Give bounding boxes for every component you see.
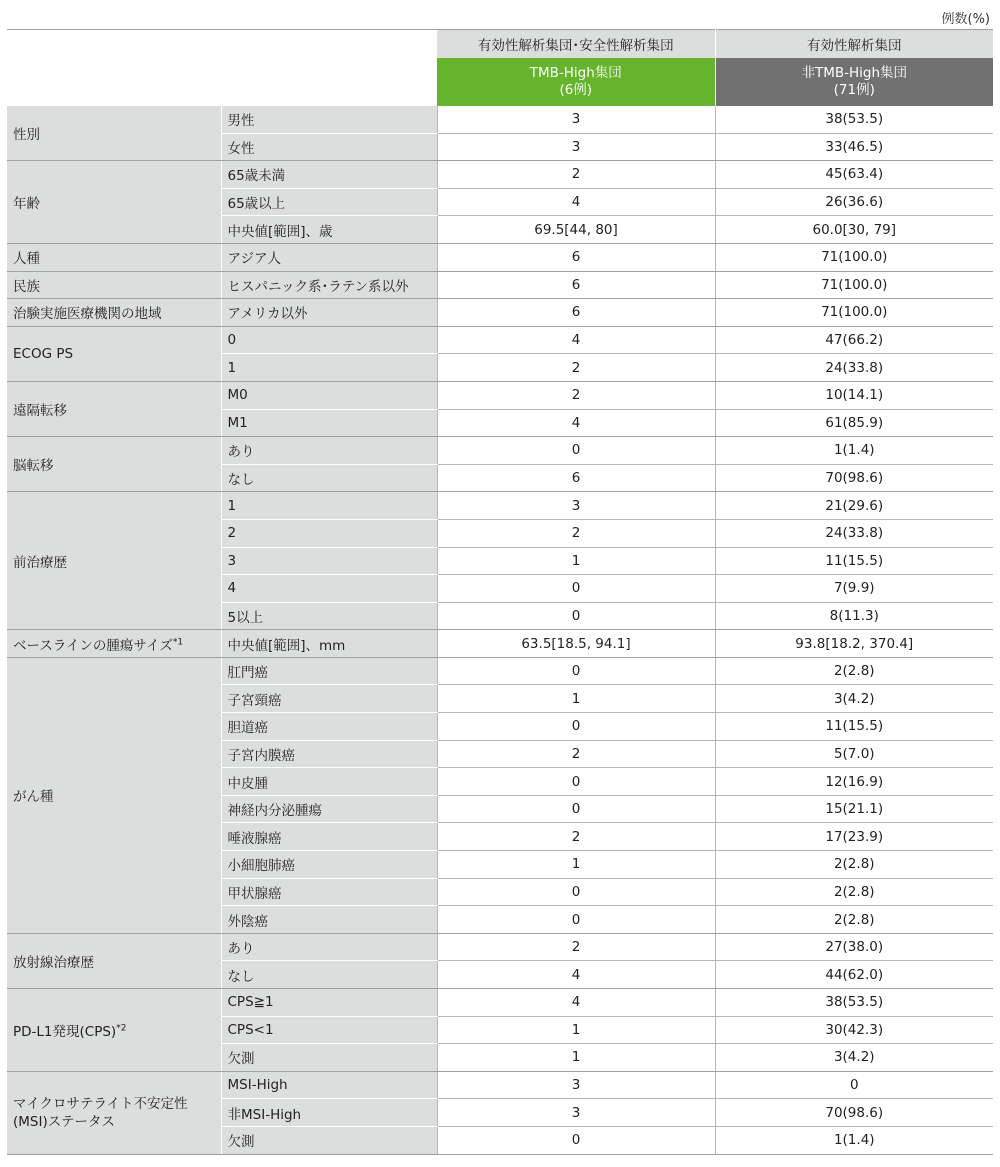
row-label: 欠測 bbox=[221, 1044, 437, 1072]
tmb-high-value: 1 bbox=[437, 547, 715, 575]
tmb-high-value: 4 bbox=[437, 961, 715, 989]
tmb-high-value: 63.5[18.5, 94.1] bbox=[437, 630, 715, 658]
tmb-high-value: 1 bbox=[437, 1016, 715, 1044]
non-tmb-high-value: 12(16.9) bbox=[715, 768, 993, 796]
non-tmb-high-value: 2(2.8) bbox=[715, 906, 993, 934]
category-cancer-type: がん種 bbox=[7, 657, 221, 933]
row-label: 胆道癌 bbox=[221, 713, 437, 741]
non-tmb-high-value: 61(85.9) bbox=[715, 409, 993, 437]
tmb-high-value: 4 bbox=[437, 326, 715, 354]
row-label: 唾液腺癌 bbox=[221, 823, 437, 851]
tmb-high-value: 2 bbox=[437, 381, 715, 409]
row-label: CPS≧1 bbox=[221, 989, 437, 1017]
tmb-high-value: 2 bbox=[437, 161, 715, 189]
non-tmb-high-value: 2(2.8) bbox=[715, 657, 993, 685]
row-label: あり bbox=[221, 933, 437, 961]
row-label: なし bbox=[221, 961, 437, 989]
row-label: 非MSI-High bbox=[221, 1099, 437, 1127]
non-tmb-high-value: 1(1.4) bbox=[715, 437, 993, 465]
row-label: MSI-High bbox=[221, 1071, 437, 1099]
tmb-high-value: 3 bbox=[437, 1099, 715, 1127]
tmb-high-value: 3 bbox=[437, 106, 715, 134]
non-tmb-high-value: 38(53.5) bbox=[715, 106, 993, 134]
tmb-high-value: 6 bbox=[437, 299, 715, 327]
tmb-high-value: 0 bbox=[437, 437, 715, 465]
row-label: アジア人 bbox=[221, 243, 437, 271]
header-non-tmb-high bbox=[715, 58, 993, 106]
header-blank bbox=[7, 30, 437, 58]
non-tmb-high-value: 3(4.2) bbox=[715, 685, 993, 713]
row-label: 65歳未満 bbox=[221, 161, 437, 189]
non-tmb-high-value: 7(9.9) bbox=[715, 575, 993, 603]
row-label: 子宮内膜癌 bbox=[221, 740, 437, 768]
non-tmb-high-value: 21(29.6) bbox=[715, 492, 993, 520]
tmb-high-value: 0 bbox=[437, 575, 715, 603]
row-label: 子宮頸癌 bbox=[221, 685, 437, 713]
row-label: ヒスパニック系･ラテン系以外 bbox=[221, 271, 437, 299]
tmb-high-value: 6 bbox=[437, 243, 715, 271]
non-tmb-high-n: (71例) bbox=[833, 81, 875, 98]
non-tmb-high-value: 26(36.6) bbox=[715, 188, 993, 216]
tmb-high-value: 2 bbox=[437, 823, 715, 851]
tmb-high-value: 6 bbox=[437, 464, 715, 492]
category-radiation: 放射線治療歴 bbox=[7, 933, 221, 988]
category-race: 人種 bbox=[7, 243, 221, 271]
footnote-marker: *1 bbox=[172, 637, 184, 648]
non-tmb-high-value: 71(100.0) bbox=[715, 243, 993, 271]
table-row bbox=[7, 326, 993, 354]
row-label: M1 bbox=[221, 409, 437, 437]
header-tmb-high bbox=[437, 58, 715, 106]
footnote-marker: *2 bbox=[116, 1023, 127, 1034]
tmb-high-value: 0 bbox=[437, 768, 715, 796]
non-tmb-high-value: 3(4.2) bbox=[715, 1044, 993, 1072]
category-tumor-size-text: ベースラインの腫瘍サイズ bbox=[13, 637, 173, 654]
tmb-high-value: 3 bbox=[437, 133, 715, 161]
non-tmb-high-value: 27(38.0) bbox=[715, 933, 993, 961]
tmb-high-value: 2 bbox=[437, 933, 715, 961]
non-tmb-high-label: 非TMB-High集団 bbox=[801, 64, 908, 81]
table-row bbox=[7, 106, 993, 134]
non-tmb-high-value: 71(100.0) bbox=[715, 299, 993, 327]
row-label: 甲状腺癌 bbox=[221, 878, 437, 906]
non-tmb-high-value: 47(66.2) bbox=[715, 326, 993, 354]
tmb-high-label: TMB-High集団 bbox=[529, 64, 622, 81]
non-tmb-high-value: 8(11.3) bbox=[715, 602, 993, 630]
tmb-high-value: 0 bbox=[437, 795, 715, 823]
row-label: 神経内分泌腫瘍 bbox=[221, 795, 437, 823]
non-tmb-high-value: 71(100.0) bbox=[715, 271, 993, 299]
row-label: 1 bbox=[221, 354, 437, 382]
category-tumor-size bbox=[7, 630, 221, 658]
non-tmb-high-value: 93.8[18.2, 370.4] bbox=[715, 630, 993, 658]
category-age: 年齢 bbox=[7, 161, 221, 244]
row-label: 中皮腫 bbox=[221, 768, 437, 796]
tmb-high-value: 0 bbox=[437, 906, 715, 934]
table-row bbox=[7, 437, 993, 465]
tmb-high-value: 1 bbox=[437, 1044, 715, 1072]
table-row bbox=[7, 492, 993, 520]
row-label: 3 bbox=[221, 547, 437, 575]
tmb-high-value: 3 bbox=[437, 492, 715, 520]
non-tmb-high-value: 11(15.5) bbox=[715, 547, 993, 575]
non-tmb-high-value: 38(53.5) bbox=[715, 989, 993, 1017]
non-tmb-high-value: 11(15.5) bbox=[715, 713, 993, 741]
tmb-high-value: 6 bbox=[437, 271, 715, 299]
table-row bbox=[7, 161, 993, 189]
tmb-high-value: 0 bbox=[437, 878, 715, 906]
category-pdl1-text: PD-L1発現(CPS) bbox=[13, 1023, 117, 1040]
row-label: 男性 bbox=[221, 106, 437, 134]
category-ethnicity: 民族 bbox=[7, 271, 221, 299]
row-label: 欠測 bbox=[221, 1126, 437, 1154]
table-row bbox=[7, 243, 993, 271]
row-label: 肛門癌 bbox=[221, 657, 437, 685]
non-tmb-high-value: 15(21.1) bbox=[715, 795, 993, 823]
row-label: 5以上 bbox=[221, 602, 437, 630]
table-row bbox=[7, 657, 993, 685]
non-tmb-high-value: 45(63.4) bbox=[715, 161, 993, 189]
row-label: なし bbox=[221, 464, 437, 492]
row-label: 4 bbox=[221, 575, 437, 603]
tmb-high-value: 4 bbox=[437, 989, 715, 1017]
non-tmb-high-value: 2(2.8) bbox=[715, 878, 993, 906]
category-ecog: ECOG PS bbox=[7, 326, 221, 381]
category-msi bbox=[7, 1071, 221, 1154]
non-tmb-high-value: 1(1.4) bbox=[715, 1126, 993, 1154]
non-tmb-high-value: 5(7.0) bbox=[715, 740, 993, 768]
table-row bbox=[7, 299, 993, 327]
row-label: CPS<1 bbox=[221, 1016, 437, 1044]
table-row bbox=[7, 381, 993, 409]
unit-label: 例数(%) bbox=[941, 12, 990, 27]
row-label: あり bbox=[221, 437, 437, 465]
category-metastasis: 遠隔転移 bbox=[7, 381, 221, 436]
tmb-high-n: (6例) bbox=[559, 81, 593, 98]
row-label: 中央値[範囲]、歳 bbox=[221, 216, 437, 244]
category-msi-line1: マイクロサテライト不安定性 bbox=[13, 1095, 188, 1112]
table-row bbox=[7, 1071, 993, 1099]
row-label: 1 bbox=[221, 492, 437, 520]
row-label: 女性 bbox=[221, 133, 437, 161]
non-tmb-high-value: 24(33.8) bbox=[715, 354, 993, 382]
table-row bbox=[7, 630, 993, 658]
category-brain: 脳転移 bbox=[7, 437, 221, 492]
tmb-high-value: 0 bbox=[437, 602, 715, 630]
non-tmb-high-value: 60.0[30, 79] bbox=[715, 216, 993, 244]
row-label: アメリカ以外 bbox=[221, 299, 437, 327]
header-group-efficacy-safety: 有効性解析集団･安全性解析集団 bbox=[437, 30, 715, 58]
tmb-high-value: 69.5[44, 80] bbox=[437, 216, 715, 244]
tmb-high-value: 2 bbox=[437, 519, 715, 547]
non-tmb-high-value: 17(23.9) bbox=[715, 823, 993, 851]
non-tmb-high-value: 10(14.1) bbox=[715, 381, 993, 409]
row-label: 2 bbox=[221, 519, 437, 547]
category-sex: 性別 bbox=[7, 106, 221, 161]
table-row bbox=[7, 989, 993, 1017]
header-blank-2 bbox=[7, 58, 437, 106]
header-group-efficacy: 有効性解析集団 bbox=[715, 30, 993, 58]
non-tmb-high-value: 44(62.0) bbox=[715, 961, 993, 989]
non-tmb-high-value: 70(98.6) bbox=[715, 1099, 993, 1127]
row-label: 外陰癌 bbox=[221, 906, 437, 934]
tmb-high-value: 0 bbox=[437, 713, 715, 741]
category-prior-therapy: 前治療歴 bbox=[7, 492, 221, 630]
row-label: 0 bbox=[221, 326, 437, 354]
non-tmb-high-value: 0 bbox=[715, 1071, 993, 1099]
tmb-high-value: 1 bbox=[437, 685, 715, 713]
category-pdl1 bbox=[7, 989, 221, 1072]
category-region: 治験実施医療機関の地域 bbox=[7, 299, 221, 327]
tmb-high-value: 4 bbox=[437, 188, 715, 216]
row-label: 中央値[範囲]、mm bbox=[221, 630, 437, 658]
non-tmb-high-value: 30(42.3) bbox=[715, 1016, 993, 1044]
tmb-high-value: 3 bbox=[437, 1071, 715, 1099]
row-label: 小細胞肺癌 bbox=[221, 851, 437, 879]
row-label: 65歳以上 bbox=[221, 188, 437, 216]
row-label: M0 bbox=[221, 381, 437, 409]
tmb-high-value: 4 bbox=[437, 409, 715, 437]
table-row bbox=[7, 933, 993, 961]
non-tmb-high-value: 24(33.8) bbox=[715, 519, 993, 547]
non-tmb-high-value: 2(2.8) bbox=[715, 851, 993, 879]
tmb-high-value: 2 bbox=[437, 740, 715, 768]
patient-characteristics-table bbox=[7, 29, 993, 1155]
tmb-high-value: 0 bbox=[437, 657, 715, 685]
table-row bbox=[7, 271, 993, 299]
tmb-high-value: 2 bbox=[437, 354, 715, 382]
category-msi-line2: (MSI)ステータス bbox=[13, 1113, 115, 1130]
tmb-high-value: 1 bbox=[437, 851, 715, 879]
non-tmb-high-value: 33(46.5) bbox=[715, 133, 993, 161]
tmb-high-value: 0 bbox=[437, 1126, 715, 1154]
non-tmb-high-value: 70(98.6) bbox=[715, 464, 993, 492]
